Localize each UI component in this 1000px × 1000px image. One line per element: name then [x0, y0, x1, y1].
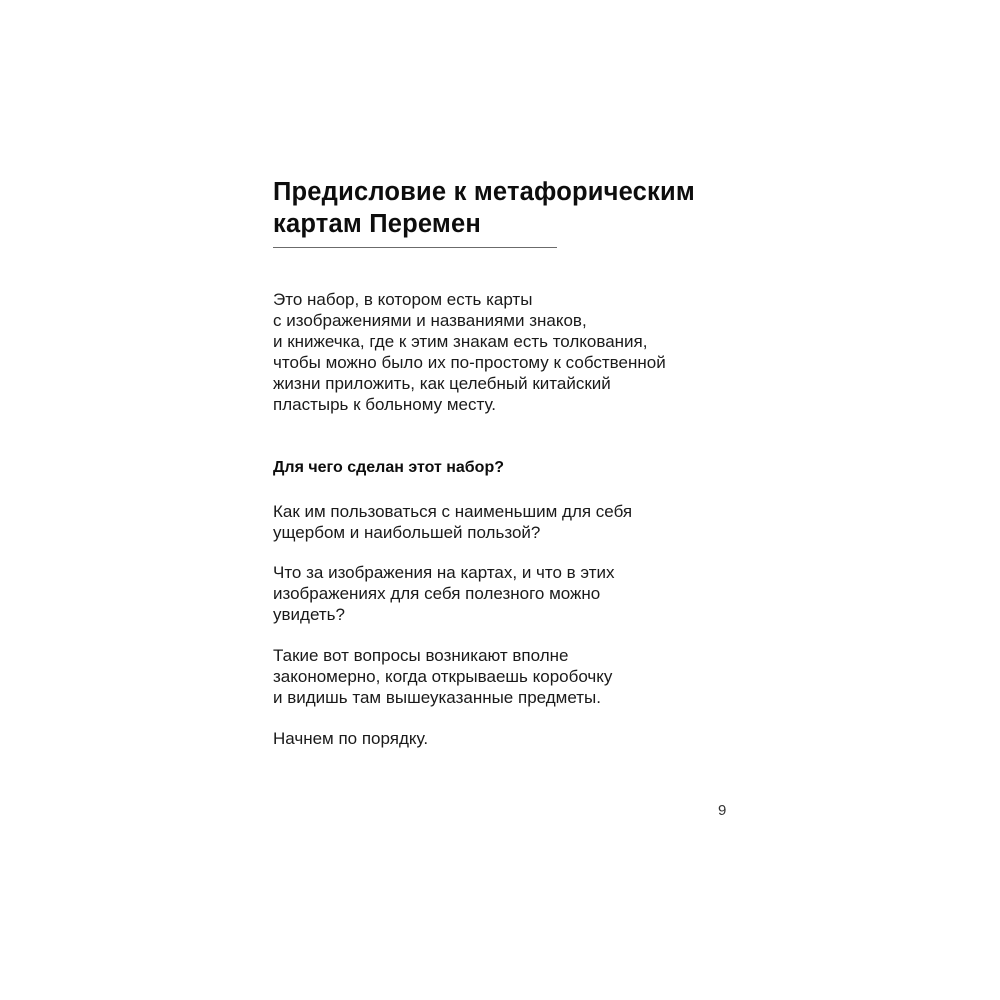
page-number: 9: [718, 802, 727, 819]
section-heading: Для чего сделан этот набор?: [273, 459, 504, 476]
paragraph-start: [273, 728, 733, 749]
title-line: картам Перемен: [273, 210, 481, 238]
text-line: Что за изображения на картах, и что в этих: [273, 563, 615, 582]
paragraph-questions: [273, 645, 733, 708]
text-line: и видишь там вышеуказанные предметы.: [273, 688, 601, 707]
text-line: Начнем по порядку.: [273, 729, 429, 748]
text-line: пластырь к больному месту.: [273, 395, 496, 414]
text-line: с изображениями и названиями знаков,: [273, 311, 587, 330]
text-line: закономерно, когда открываешь коробочку: [273, 667, 613, 686]
text-line: ущербом и наибольшей пользой?: [273, 523, 541, 542]
text-line: изображениях для себя полезного можно: [273, 584, 601, 603]
intro-paragraph: [273, 289, 733, 415]
text-line: Это набор, в котором есть карты: [273, 290, 533, 309]
text-line: жизни приложить, как целебный китайский: [273, 374, 611, 393]
paragraph-how-to-use: [273, 501, 733, 543]
title-divider: [273, 247, 557, 248]
page-title: [273, 176, 733, 240]
text-line: Такие вот вопросы возникают вполне: [273, 646, 569, 665]
paragraph-images: [273, 562, 733, 625]
text-line: и книжечка, где к этим знакам есть толкования,: [273, 332, 648, 351]
text-line: чтобы можно было их по-простому к собственной: [273, 353, 666, 372]
title-line: Предисловие к метафорическим: [273, 178, 695, 206]
text-line: увидеть?: [273, 605, 345, 624]
text-line: Как им пользоваться с наименьшим для себя: [273, 502, 633, 521]
